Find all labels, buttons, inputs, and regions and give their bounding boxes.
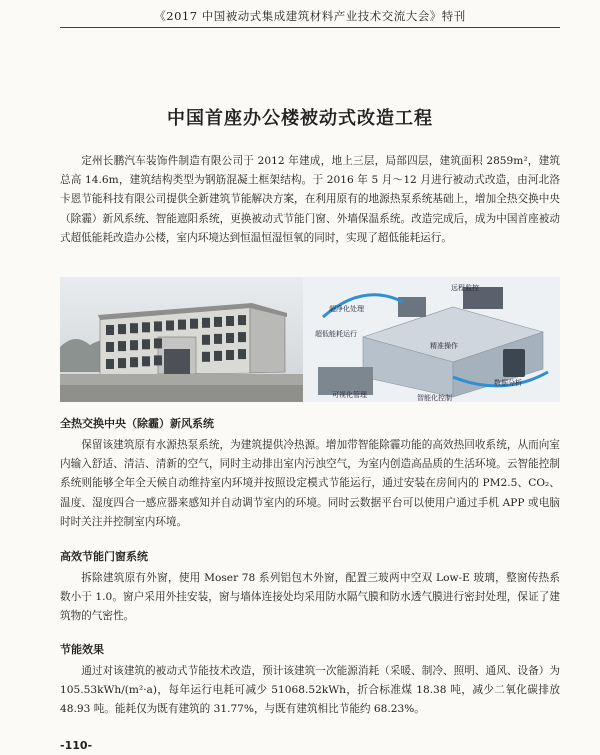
label-precise: 精准操作 — [430, 342, 458, 350]
section-body-windows: 拆除建筑原有外窗，使用 Moser 78 系列铝包木外窗，配置三玻两中空双 Low-E 玻璃，整窗传热系数小于 1.0。窗户采用外挂安装，窗与墙体连接处均采用防水隔气膜和防水透气膜进行密封处理，保证了建筑物的气密性。 — [60, 572, 560, 623]
section-body-ventilation: 保留该建筑原有水源热泵系统，为建筑提供冷热源。增加带智能除霾功能的高效热回收系统，从而向室内输入舒适、清洁、清新的空气，同时主动排出室内污浊空气，为室内创造高品质的生活环境。云智能控制系统则能够全年全天候自动维持室内环境并按照设定模式节能运行，通过安装在房间内的 PM2.5、CO₂、温度、湿度四合一感应器来感知并自动调节室内的环境。同时云数据平台可以使用户通过手机 APP 或电脑时时关注并控制室内环境。 — [60, 439, 560, 528]
label-visual: 可视化管理 — [332, 391, 367, 399]
control-system-diagram — [303, 277, 560, 402]
section-heading-windows: 高效节能门窗系统 — [60, 550, 148, 563]
running-header: 《2017 中国被动式集成建筑材料产业技术交流大会》特刊 — [60, 8, 560, 28]
page-number: -110- — [60, 739, 93, 752]
label-purify: 超净化处理 — [329, 305, 364, 313]
intro-paragraph: 定州长鹏汽车装饰件制造有限公司于 2012 年建成，地上三层，局部四层，建筑面积 2859m²，建筑总高 14.6m，建筑结构类型为钢筋混凝土框架结构。于 2016 年 5 月～12 月进行被动式改造，由河北洛卡恩节能科技有限公司提供全新建筑节能解决方案，在利用原有的地源热泵系统基础上，增加全热交换中央（除霾）新风系统、智能遮阳系统，更换被动式节能门窗、外墙保温系统。改造完成后，成为中国首座被动式超低能耗改造办公楼，室内环境达到恒温恒湿恒氧的同时，实现了超低能耗运行。 — [60, 155, 560, 244]
label-lowenergy: 超低能耗运行 — [315, 330, 357, 338]
article-title: 中国首座办公楼被动式改造工程 — [167, 108, 433, 130]
section-body-energy: 通过对该建筑的被动式节能技术改造，预计该建筑一次能源消耗（采暖、制冷、照明、通风、设备）为 105.53kWh/(m²·a)，每年运行电耗可减少 51068.52kWh，折合标准煤 18.38 吨，减少二氧化碳排放 48.93 吨。能耗仅为既有建筑的 31.77%，与既有建筑相比节能约 68.23%。 — [60, 665, 560, 716]
label-analysis: 数据分析 — [494, 379, 522, 387]
section-heading-energy: 节能效果 — [60, 643, 104, 656]
label-remote: 远程监控 — [451, 284, 479, 292]
section-heading-ventilation: 全热交换中央（除霾）新风系统 — [60, 417, 214, 430]
label-smart: 智能化控制 — [417, 394, 452, 402]
building-photo — [60, 277, 303, 402]
